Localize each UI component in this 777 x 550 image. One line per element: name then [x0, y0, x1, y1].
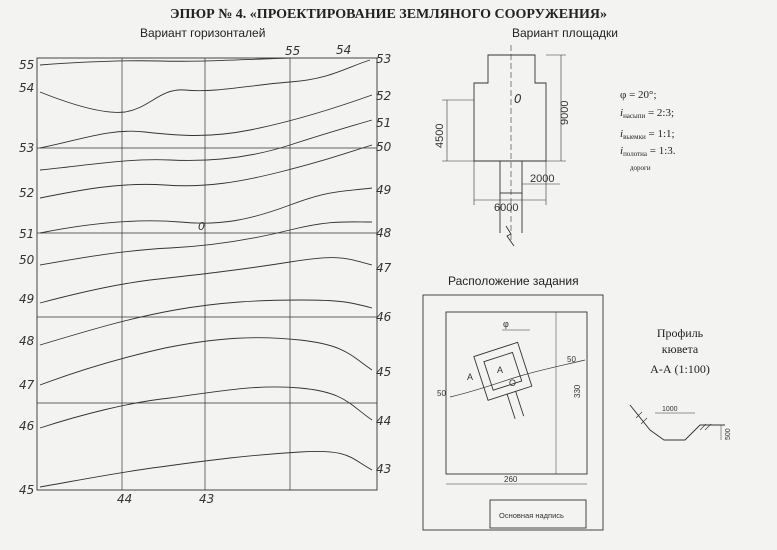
profile-caption-line1: Профиль	[656, 326, 704, 340]
road-slope-sub: полотна	[623, 150, 648, 158]
right-label-43: 43	[376, 462, 392, 476]
left-label-47: 47	[19, 378, 35, 392]
contour-line	[40, 188, 372, 233]
layout-road-right	[516, 391, 524, 416]
right-label-45: 45	[376, 365, 392, 379]
layout-label-a: A	[467, 372, 474, 382]
site-plan-labels	[434, 92, 571, 214]
road-slope-symbol: i	[620, 145, 624, 157]
cut-slope-value: = 1:1;	[645, 128, 675, 140]
layout-50-right: 50	[567, 355, 576, 364]
layout-label-o: O	[509, 378, 517, 388]
dim-9000: 9000	[559, 100, 571, 125]
contour-line	[40, 338, 372, 385]
ditch-width: 1000	[662, 406, 678, 413]
layout-label-a2: A	[497, 365, 504, 375]
contour-line	[40, 387, 372, 428]
profile-caption-line3: А-А (1:100)	[650, 362, 710, 376]
left-label-48: 48	[19, 334, 35, 348]
hatch	[636, 412, 642, 418]
right-label-44: 44	[376, 414, 392, 428]
left-label-51: 51	[19, 227, 35, 241]
fill-slope-value: = 2:3;	[645, 107, 675, 119]
dim-2000: 2000	[530, 173, 555, 185]
site-outline	[474, 55, 546, 161]
dim-260: 260	[504, 475, 518, 484]
left-label-50: 50	[19, 253, 35, 267]
left-label-53: 53	[19, 141, 35, 155]
top-label-54: 54	[336, 43, 352, 57]
right-label-53: 53	[376, 52, 392, 66]
bottom-label-43: 43	[199, 492, 215, 506]
right-label-51: 51	[376, 116, 392, 130]
left-label-45: 45	[19, 483, 35, 497]
dim-4500: 4500	[434, 123, 446, 148]
contour-line	[40, 120, 372, 170]
ditch-profile-labels	[662, 406, 732, 440]
break-line	[506, 226, 514, 246]
site-variant-heading: Вариант площадки	[512, 26, 618, 40]
right-label-48: 48	[376, 226, 392, 240]
dim-6000: 6000	[494, 202, 519, 214]
dim-330: 330	[573, 384, 582, 398]
right-label-49: 49	[376, 183, 392, 197]
right-label-47: 47	[376, 261, 392, 275]
cut-slope-sub: выемки	[623, 133, 646, 141]
contour-line	[40, 95, 372, 148]
left-label-55: 55	[19, 58, 35, 72]
site-center-mark: 0	[514, 92, 522, 106]
profile-caption-line2: кювета	[661, 342, 699, 356]
contour-line	[40, 58, 290, 65]
ditch-depth: 500	[725, 428, 732, 440]
contour-line	[40, 258, 372, 303]
left-label-52: 52	[19, 186, 35, 200]
bottom-label-44: 44	[117, 492, 133, 506]
contour-line	[40, 300, 372, 345]
right-label-50: 50	[376, 140, 392, 154]
road-slope-sub2: дороги	[630, 164, 651, 172]
task-layout-labels	[437, 319, 582, 520]
road-slope-value: = 1:3.	[647, 145, 676, 157]
site-plan	[442, 45, 566, 246]
contour-variant-heading: Вариант горизонталей	[140, 26, 266, 40]
right-label-46: 46	[376, 310, 392, 324]
contour-center-mark: 0	[198, 220, 205, 233]
fill-slope-sub: насыпи	[623, 112, 646, 120]
contour-map	[37, 58, 377, 490]
layout-road-left	[507, 394, 515, 419]
contour-line	[40, 451, 372, 487]
left-label-54: 54	[19, 81, 35, 95]
contour-line	[40, 222, 372, 265]
contour-map-frame	[37, 58, 377, 490]
cut-slope-symbol: i	[620, 128, 624, 140]
phi-param: φ = 20°;	[620, 89, 657, 101]
task-layout	[423, 295, 603, 530]
right-label-52: 52	[376, 89, 392, 103]
page-title: ЭПЮР № 4. «ПРОЕКТИРОВАНИЕ ЗЕМЛЯНОГО СООРУЖЕНИЯ»	[170, 7, 607, 22]
top-label-55: 55	[285, 44, 301, 58]
contour-line	[40, 145, 372, 198]
fill-slope-symbol: i	[620, 107, 624, 119]
left-label-46: 46	[19, 419, 35, 433]
layout-50-left: 50	[437, 389, 446, 398]
layout-site-shape	[474, 342, 540, 425]
left-label-49: 49	[19, 292, 35, 306]
layout-phi: φ	[503, 319, 509, 329]
stamp-label: Основная надпись	[499, 511, 564, 520]
layout-heading: Расположение задания	[448, 274, 579, 288]
